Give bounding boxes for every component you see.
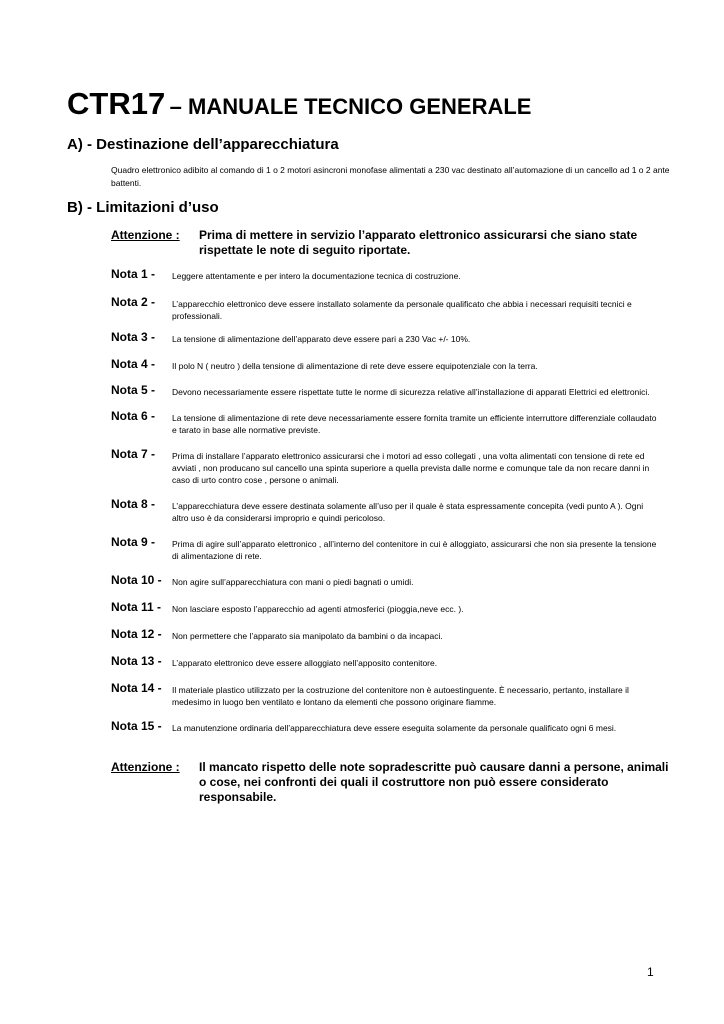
- note-item: [111, 410, 659, 436]
- note-item: [111, 296, 659, 322]
- note-label: Nota 9 -: [111, 535, 156, 549]
- note-label: Nota 4 -: [111, 357, 156, 371]
- warning-top-text: Prima di mettere in servizio l’apparato elettronico assicurarsi che siano state rispettate le note di seguito riportate.: [199, 228, 638, 257]
- note-text: Leggere attentamente e per intero la documentazione tecnica di costruzione.: [172, 271, 461, 281]
- note-label: Nota 10 -: [111, 573, 162, 587]
- note-item: [111, 682, 659, 708]
- note-text: La manutenzione ordinaria dell’apparecchiatura deve essere eseguita solamente da personale qualificato ogni 6 mesi.: [172, 723, 617, 733]
- note-item: [111, 601, 659, 615]
- warning-bottom-text: Il mancato rispetto delle note sopradescritte può causare danni a persone, animali o cose, nei confronti dei quali il costruttore non può essere considerato responsabile.: [199, 760, 669, 804]
- note-text: Il polo N ( neutro ) della tensione di alimentazione di rete deve essere equipotenziale con la terra.: [172, 361, 538, 371]
- note-text: Non permettere che l’apparato sia manipolato da bambini o da incapaci.: [172, 631, 443, 641]
- note-text: La tensione di alimentazione di rete deve necessariamente essere fornita tramite un efficiente interruttore differenziale collaudato e tarato in base alle normative previste.: [172, 413, 657, 435]
- section-a-heading: A) - Destinazione dell’apparecchiatura: [67, 136, 339, 153]
- note-label: Nota 12 -: [111, 627, 162, 641]
- note-text: Il materiale plastico utilizzato per la costruzione del contenitore non è autoestinguente. È necessario, pertanto, installare il medesimo in luogo ben ventilato e lontano da elementi che possono originare fiamme.: [172, 685, 629, 707]
- note-item: [111, 536, 659, 562]
- section-a-text: Quadro elettronico adibito al comando di 1 o 2 motori asincroni monofase alimentati a 230 vac destinato all’automazione di un cancello ad 1 o 2 ante battenti.: [111, 165, 670, 188]
- note-label: Nota 15 -: [111, 719, 162, 733]
- page-title: [67, 88, 531, 119]
- note-item: [111, 331, 659, 345]
- note-label: Nota 6 -: [111, 409, 156, 423]
- note-item: [111, 655, 659, 669]
- note-label: Nota 14 -: [111, 681, 162, 695]
- note-text: Devono necessariamente essere rispettate tutte le norme di sicurezza relative all’installazione di apparati Elettrici ed elettronici.: [172, 387, 650, 397]
- note-label: Nota 5 -: [111, 383, 156, 397]
- note-text: Non lasciare esposto l’apparecchio ad agenti atmosferici (pioggia,neve ecc. ).: [172, 604, 464, 614]
- note-item: [111, 384, 659, 398]
- note-label: Nota 3 -: [111, 330, 156, 344]
- note-label: Nota 11 -: [111, 600, 162, 614]
- note-text: Prima di agire sull’apparato elettronico , all’interno del contenitore in cui è alloggiato, assicurarsi che non sia presente la tensione di alimentazione di rete.: [172, 539, 657, 561]
- warning-top-label: Attenzione :: [111, 228, 180, 242]
- note-item: [111, 574, 659, 588]
- notes-list: [111, 268, 659, 734]
- title-text: – MANUALE TECNICO GENERALE: [169, 94, 532, 119]
- warning-top: [111, 228, 671, 258]
- warning-bottom: [111, 760, 671, 805]
- note-item: [111, 628, 659, 642]
- note-label: Nota 13 -: [111, 654, 162, 668]
- note-text: L’apparecchio elettronico deve essere installato solamente da personale qualificato che abbia i necessari requisiti tecnici e professionali.: [172, 299, 632, 321]
- page-number: 1: [647, 965, 654, 979]
- note-item: [111, 448, 659, 486]
- note-item: [111, 720, 659, 734]
- note-item: [111, 358, 659, 372]
- section-b-heading: B) - Limitazioni d’uso: [67, 199, 219, 216]
- note-label: Nota 1 -: [111, 267, 156, 281]
- note-text: Prima di installare l’apparato elettronico assicurarsi che i motori ad esso collegati , una volta alimentati con tensione di rete ed avviati , non producano sul cancello una spinta superiore a quella prevista dalle norme e comunque tale da non recare danni in caso di urto contro cose , persone o animali.: [172, 451, 650, 485]
- product-code: CTR17: [67, 86, 166, 121]
- note-label: Nota 8 -: [111, 497, 156, 511]
- note-text: L’apparato elettronico deve essere alloggiato nell’apposito contenitore.: [172, 658, 438, 668]
- note-item: [111, 268, 659, 282]
- note-item: [111, 498, 659, 524]
- warning-bottom-label: Attenzione :: [111, 760, 180, 774]
- note-text: L’apparecchiatura deve essere destinata solamente all’uso per il quale è stata espressamente concepita (vedi punto A ). Ogni altro uso è da considerarsi improprio e quindi pericoloso.: [172, 501, 644, 523]
- note-label: Nota 7 -: [111, 447, 156, 461]
- note-label: Nota 2 -: [111, 295, 156, 309]
- note-text: La tensione di alimentazione dell’apparato deve essere pari a 230 Vac +/- 10%.: [172, 334, 471, 344]
- note-text: Non agire sull’apparecchiatura con mani o piedi bagnati o umidi.: [172, 577, 414, 587]
